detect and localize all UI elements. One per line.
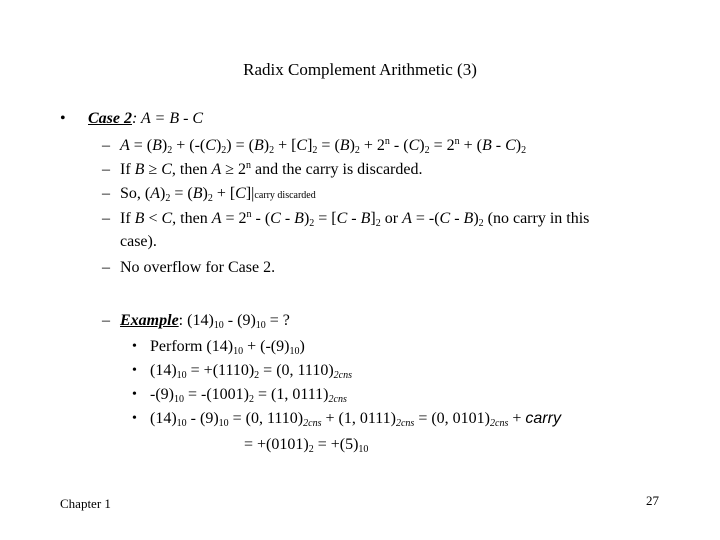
line-a-equation: $A = (B)_2 + (-(C)_2) = (B)_2 + [C]_2 = (B)_2 + 2^n - (C)_2 = 2^n + (B - C)_2$ [120, 136, 527, 156]
bullet-dot: • [60, 110, 66, 127]
dash-3: – [102, 185, 110, 202]
line-perform: Perform $(14)_{10} + (-(9)_{10})$ [150, 338, 305, 357]
page-number: 27 [646, 493, 659, 508]
line-result-final: = $+(0101)_2 = +(5)_{10}$ [244, 436, 369, 455]
line-no-overflow: No overflow for Case 2. [120, 259, 276, 276]
bullet-case-2 [60, 110, 66, 128]
dot-1: • [132, 339, 137, 354]
line-carry-discarded: If B ≥ C, then $A \ge 2^n$ and the carry is discarded. [120, 160, 423, 178]
line-b-less-c: If B < C, then $A = 2^n - (C - B)_2 = [C - B]_2$ or $A = -(C - B)_2$ (no carry in this [120, 209, 590, 229]
dash-2: – [102, 161, 110, 178]
line-neg9-binary: $-(9)_{10} = -(1001)_2 = (1$, $0111)_{2cns}$ [150, 386, 347, 405]
line-result: $(14)_{10} - (9)_{10} = (0$, $1110)_{2cns} + (1$, $0111)_{2cns} = (0$, $0101)_{2cns}$ + carry [150, 410, 561, 429]
case-label: Case 2 [88, 110, 132, 127]
case-expression: : A = B - C [132, 110, 204, 127]
dash-1: – [102, 137, 110, 154]
line-example: Example: $(14)_{10} - (9)_{10}$ = ? [120, 312, 290, 331]
line-b-less-c-cont: case). [120, 233, 157, 250]
line-so: So, $(A)_2 = (B)_2$ + [C]|carry discarded [120, 185, 316, 204]
line-14-binary: $(14)_{10} = +(1110)_2 = (0$, $1110)_{2cns}$ [150, 362, 353, 381]
dash-6: – [102, 312, 110, 329]
dash-5: – [102, 259, 110, 276]
dot-3: • [132, 387, 137, 402]
slide-title: Radix Complement Arithmetic (3) [243, 60, 477, 79]
footer-chapter: Chapter 1 [60, 496, 111, 511]
dot-2: • [132, 363, 137, 378]
case-2-heading [88, 110, 203, 128]
dot-4: • [132, 411, 137, 426]
dash-4: – [102, 210, 110, 227]
